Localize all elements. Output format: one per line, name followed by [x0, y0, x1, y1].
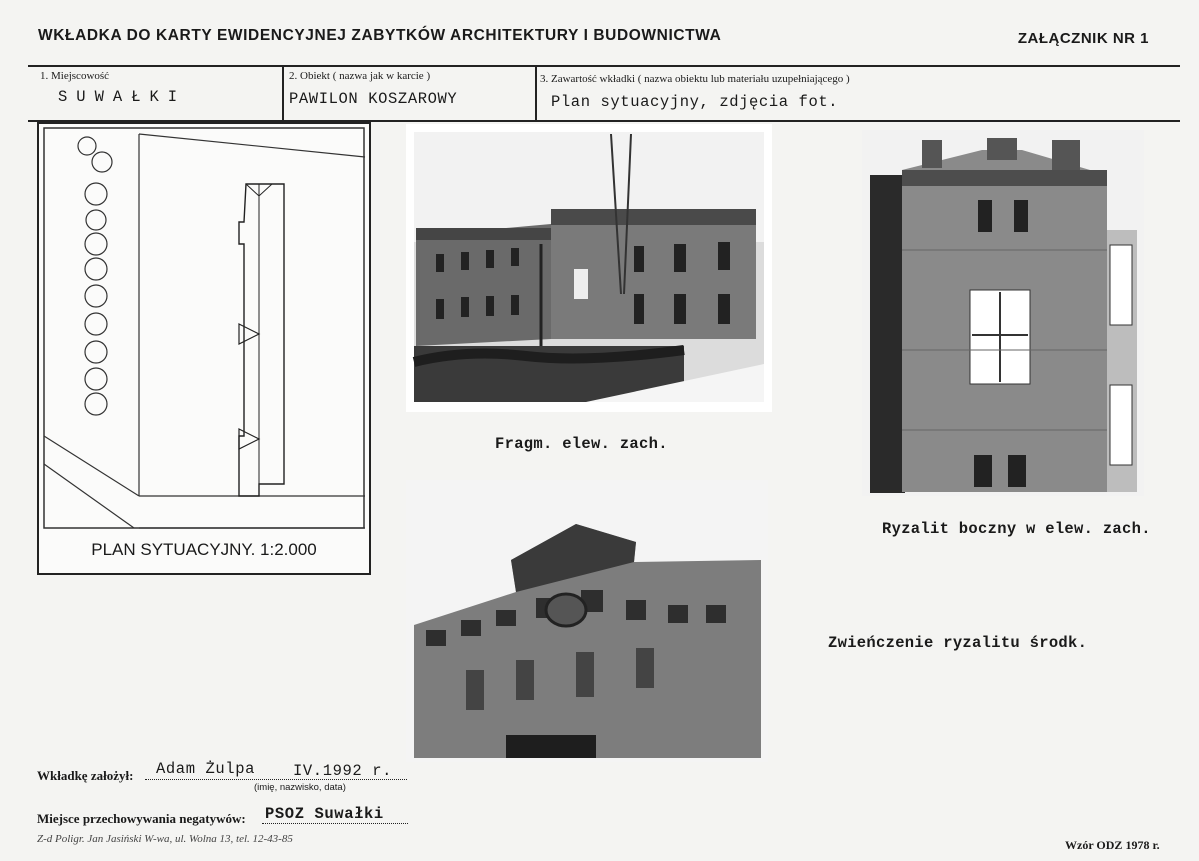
object-value: PAWILON KOSZAROWY	[289, 90, 458, 108]
photo-west-facade-image	[406, 124, 772, 412]
caption-side-risalit: Ryzalit boczny w elew. zach.	[882, 520, 1151, 538]
header-rule-top	[28, 65, 1180, 67]
locality-label: 1. Miejscowość	[40, 70, 110, 82]
site-plan-caption: PLAN SYTUACYJNY. 1:2.000	[91, 540, 317, 559]
caption-west-fragment: Fragm. elew. zach.	[495, 435, 668, 453]
annex-number: ZAŁĄCZNIK NR 1	[1017, 30, 1149, 47]
storage-line	[262, 823, 408, 824]
photo-middle-risalit-image	[406, 480, 768, 762]
photo-middle-risalit	[406, 480, 768, 762]
site-plan	[37, 122, 371, 575]
field-divider-1	[282, 65, 284, 121]
form-title: WKŁADKA DO KARTY EWIDENCYJNEJ ZABYTKÓW ARCHITEKTURY I BUDOWNICTWA	[38, 27, 722, 44]
caption-middle-risalit: Zwieńczenie ryzalitu środk.	[828, 634, 1088, 652]
storage-value: PSOZ Suwałki	[265, 805, 384, 823]
photo-side-risalit-image	[862, 130, 1144, 496]
photo-west-facade	[406, 124, 772, 412]
site-plan-drawing	[39, 124, 369, 573]
created-by-value: Adam Żulpa	[156, 760, 256, 778]
created-date: IV.1992 r.	[293, 762, 393, 780]
field-divider-2	[535, 65, 537, 121]
contents-value: Plan sytuacyjny, zdjęcia fot.	[551, 93, 839, 111]
photo-side-risalit	[862, 130, 1144, 496]
storage-label: Miejsce przechowywania negatywów:	[37, 811, 246, 826]
created-hint: (imię, nazwisko, data)	[254, 782, 346, 793]
form-model: Wzór ODZ 1978 r.	[1065, 838, 1160, 852]
created-by-label: Wkładkę założył:	[37, 768, 134, 783]
object-label: 2. Obiekt ( nazwa jak w karcie )	[289, 70, 431, 82]
contents-label: 3. Zawartość wkładki ( nazwa obiektu lub materiału uzupełniającego )	[540, 73, 850, 85]
locality-value: SUWAŁKI	[58, 88, 187, 106]
printer-imprint: Z-d Poligr. Jan Jasiński W-wa, ul. Wolna 13, tel. 12-43-85	[37, 833, 293, 845]
